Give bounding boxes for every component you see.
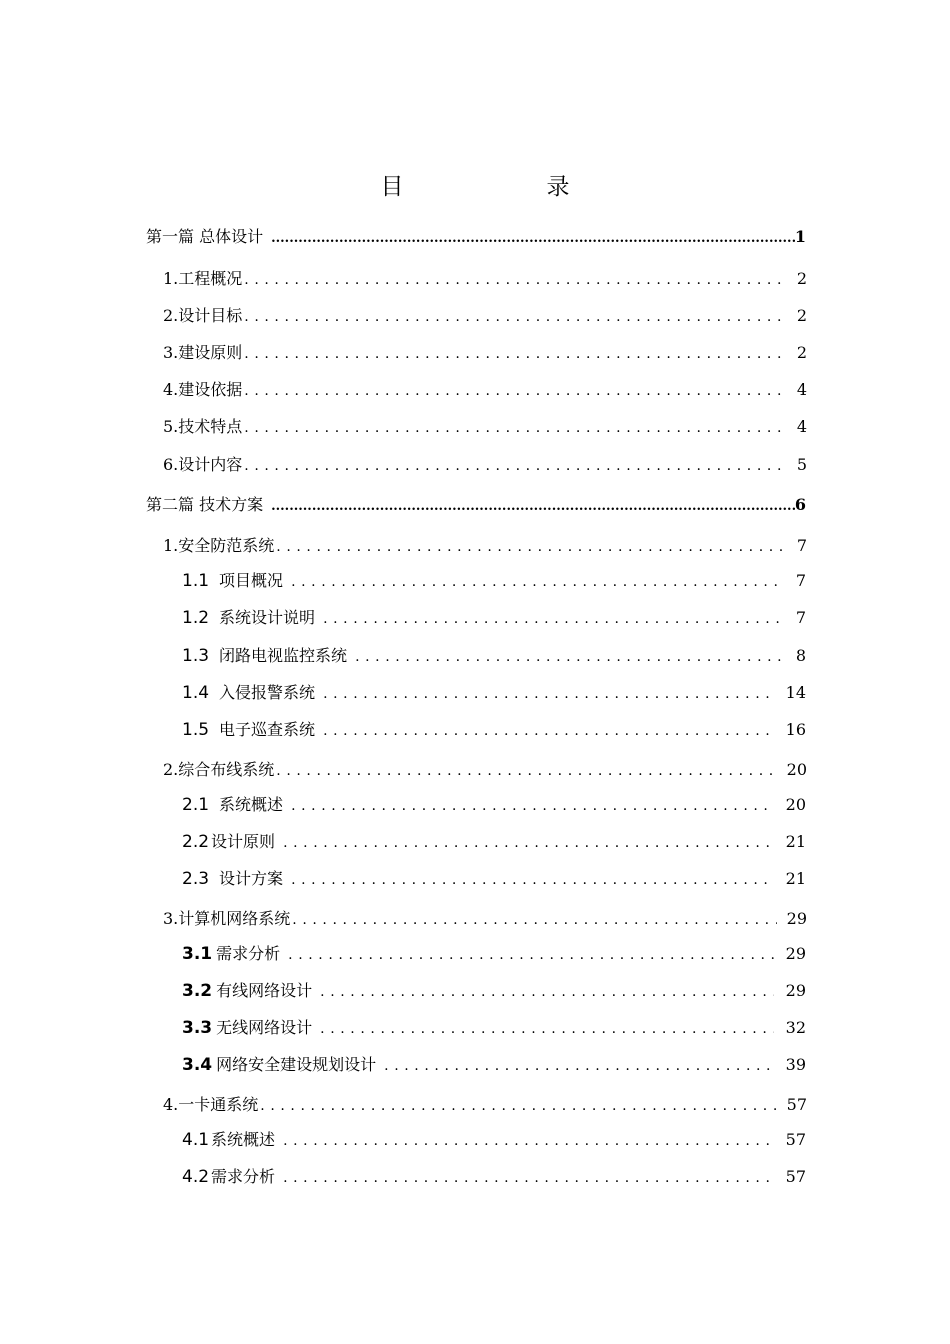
toc-dot-leader bbox=[292, 912, 776, 928]
toc-dot-leader bbox=[276, 763, 776, 779]
toc-dot-leader bbox=[291, 798, 774, 814]
toc-entry[interactable] bbox=[182, 643, 806, 667]
toc-page-number: 57 bbox=[785, 1167, 806, 1186]
toc-dot-leader bbox=[384, 1058, 774, 1074]
toc-page-number: 16 bbox=[785, 720, 806, 739]
toc-entry-label: 第二篇 技术方案 bbox=[146, 495, 264, 514]
toc-dot-leader bbox=[244, 458, 787, 474]
toc-entry-number: 1.1 bbox=[182, 571, 210, 591]
toc-entry[interactable] bbox=[146, 492, 806, 516]
toc-entry-label bbox=[182, 680, 315, 703]
toc-dot-leader bbox=[291, 574, 784, 590]
toc-entry-text: 系统概述 bbox=[211, 1130, 276, 1149]
toc-entry[interactable] bbox=[163, 533, 807, 557]
toc-entry[interactable] bbox=[163, 377, 807, 401]
toc-page-number: 4 bbox=[796, 380, 807, 399]
toc-entry-text: 网络安全建设规划设计 bbox=[216, 1055, 377, 1074]
toc-page-number: 4 bbox=[796, 417, 807, 436]
toc-entry[interactable] bbox=[163, 340, 807, 364]
toc-dot-leader bbox=[323, 611, 784, 627]
toc-entry[interactable] bbox=[182, 680, 806, 704]
toc-dot-leader bbox=[271, 231, 795, 246]
toc-entry-number: 1.4 bbox=[182, 683, 210, 703]
toc-dot-leader bbox=[323, 723, 774, 739]
toc-entry-label: 3.计算机网络系统 bbox=[163, 909, 291, 928]
toc-entry-text: 设计原则 bbox=[211, 832, 276, 851]
toc-entry[interactable] bbox=[163, 303, 807, 327]
toc-page-number: 21 bbox=[785, 869, 806, 888]
toc-entry-text: 电子巡查系统 bbox=[219, 720, 316, 739]
toc-page-number: 20 bbox=[786, 760, 807, 779]
toc-entry-label bbox=[182, 978, 312, 1001]
toc-entry-label bbox=[182, 568, 283, 591]
toc-entry[interactable] bbox=[182, 1015, 806, 1039]
toc-dot-leader bbox=[288, 947, 774, 963]
toc-entry[interactable] bbox=[182, 717, 806, 741]
toc-entry[interactable] bbox=[182, 605, 806, 629]
toc-dot-leader bbox=[323, 686, 774, 702]
toc-page-number: 1 bbox=[794, 227, 806, 246]
toc-entry[interactable] bbox=[182, 1127, 806, 1151]
toc-entry-label bbox=[182, 1052, 376, 1075]
toc-entry[interactable] bbox=[182, 568, 806, 592]
toc-title: 目 录 bbox=[380, 174, 630, 200]
toc-page-number: 2 bbox=[796, 343, 807, 362]
toc-entry-number: 3.4 bbox=[182, 1055, 213, 1075]
toc-entry-number: 3.2 bbox=[182, 981, 213, 1001]
toc-page-number: 8 bbox=[795, 646, 806, 665]
toc-entry-label: 第一篇 总体设计 bbox=[146, 227, 264, 246]
toc-entry-label bbox=[182, 866, 283, 889]
toc-entry-label: 4.建设依据 bbox=[163, 380, 243, 399]
toc-entry-number: 4.1 bbox=[182, 1130, 210, 1150]
toc-entry[interactable] bbox=[146, 224, 806, 248]
toc-entry[interactable] bbox=[182, 941, 806, 965]
toc-entry-label: 2.设计目标 bbox=[163, 306, 243, 325]
toc-entry-label bbox=[182, 941, 280, 964]
toc-page-number: 7 bbox=[796, 536, 807, 555]
toc-entry-label bbox=[182, 1015, 312, 1038]
toc-entry-text: 系统设计说明 bbox=[219, 608, 316, 627]
toc-entry-number: 2.2 bbox=[182, 832, 210, 852]
toc-dot-leader bbox=[244, 420, 787, 436]
toc-page-number: 6 bbox=[794, 495, 806, 514]
toc-page-number: 7 bbox=[795, 571, 806, 590]
toc-entry-text: 有线网络设计 bbox=[216, 981, 313, 1000]
toc-dot-leader bbox=[283, 1170, 774, 1186]
toc-page-number: 2 bbox=[796, 306, 807, 325]
toc-dot-leader bbox=[320, 984, 774, 1000]
toc-entry-label: 1.安全防范系统 bbox=[163, 536, 275, 555]
toc-page-number: 32 bbox=[785, 1018, 806, 1037]
toc-dot-leader bbox=[283, 835, 774, 851]
toc-entry[interactable] bbox=[182, 978, 806, 1002]
toc-page-number: 29 bbox=[786, 909, 807, 928]
toc-entry-number: 2.3 bbox=[182, 869, 210, 889]
toc-dot-leader bbox=[355, 649, 784, 665]
toc-page-number: 57 bbox=[786, 1095, 807, 1114]
toc-entry[interactable] bbox=[163, 757, 807, 781]
toc-entry-text: 系统概述 bbox=[219, 795, 284, 814]
toc-entry-label bbox=[182, 829, 275, 852]
toc-entry-label: 4.一卡通系统 bbox=[163, 1095, 259, 1114]
toc-entry-text: 项目概况 bbox=[219, 571, 284, 590]
toc-page-number: 7 bbox=[795, 608, 806, 627]
toc-entry-label: 5.技术特点 bbox=[163, 417, 243, 436]
toc-entry-number: 2.1 bbox=[182, 795, 210, 815]
toc-entry-number: 3.3 bbox=[182, 1018, 213, 1038]
toc-entry[interactable] bbox=[163, 906, 807, 930]
toc-page-number: 2 bbox=[796, 269, 807, 288]
toc-page-number: 5 bbox=[796, 455, 807, 474]
toc-entry-label: 2.综合布线系统 bbox=[163, 760, 275, 779]
toc-dot-leader bbox=[320, 1021, 774, 1037]
toc-entry-text: 需求分析 bbox=[216, 944, 281, 963]
toc-entry-label bbox=[182, 1127, 275, 1150]
toc-page-number: 14 bbox=[785, 683, 806, 702]
toc-entry-text: 设计方案 bbox=[219, 869, 284, 888]
toc-entry[interactable] bbox=[163, 414, 807, 438]
toc-entry-label bbox=[182, 605, 315, 628]
toc-entry-label: 6.设计内容 bbox=[163, 455, 243, 474]
toc-page-number: 21 bbox=[785, 832, 806, 851]
toc-dot-leader bbox=[271, 499, 795, 514]
toc-entry[interactable] bbox=[182, 1052, 806, 1076]
toc-dot-leader bbox=[291, 872, 774, 888]
toc-entry-text: 入侵报警系统 bbox=[219, 683, 316, 702]
toc-dot-leader bbox=[244, 309, 787, 325]
toc-entry-number: 1.5 bbox=[182, 720, 210, 740]
toc-entry-label bbox=[182, 1164, 275, 1187]
toc-page-number: 57 bbox=[785, 1130, 806, 1149]
toc-entry-number: 1.3 bbox=[182, 646, 210, 666]
toc-entry-number: 1.2 bbox=[182, 608, 210, 628]
toc-entry-number: 4.2 bbox=[182, 1167, 210, 1187]
toc-entry-label bbox=[182, 717, 315, 740]
toc-entry-label bbox=[182, 792, 283, 815]
toc-entry[interactable] bbox=[182, 829, 806, 853]
toc-entry[interactable] bbox=[182, 866, 806, 890]
toc-entry-number: 3.1 bbox=[182, 944, 213, 964]
toc-dot-leader bbox=[276, 539, 787, 555]
toc-entry[interactable] bbox=[163, 266, 807, 290]
toc-dot-leader bbox=[283, 1133, 774, 1149]
toc-entry[interactable] bbox=[163, 452, 807, 476]
toc-page-number: 29 bbox=[785, 981, 806, 1000]
toc-page-number: 29 bbox=[785, 944, 806, 963]
toc-entry-text: 需求分析 bbox=[211, 1167, 276, 1186]
toc-entry-label: 1.工程概况 bbox=[163, 269, 243, 288]
toc-entry-label: 3.建设原则 bbox=[163, 343, 243, 362]
toc-dot-leader bbox=[244, 272, 787, 288]
toc-page-number: 39 bbox=[785, 1055, 806, 1074]
toc-page-number: 20 bbox=[785, 795, 806, 814]
toc-entry-label bbox=[182, 643, 347, 666]
toc-dot-leader bbox=[244, 346, 787, 362]
toc-entry-text: 无线网络设计 bbox=[216, 1018, 313, 1037]
toc-entry-text: 闭路电视监控系统 bbox=[219, 646, 348, 665]
toc-entry[interactable] bbox=[182, 792, 806, 816]
toc-dot-leader bbox=[244, 383, 787, 399]
toc-dot-leader bbox=[260, 1098, 776, 1114]
toc-entry[interactable] bbox=[182, 1164, 806, 1188]
toc-entry[interactable] bbox=[163, 1092, 807, 1116]
